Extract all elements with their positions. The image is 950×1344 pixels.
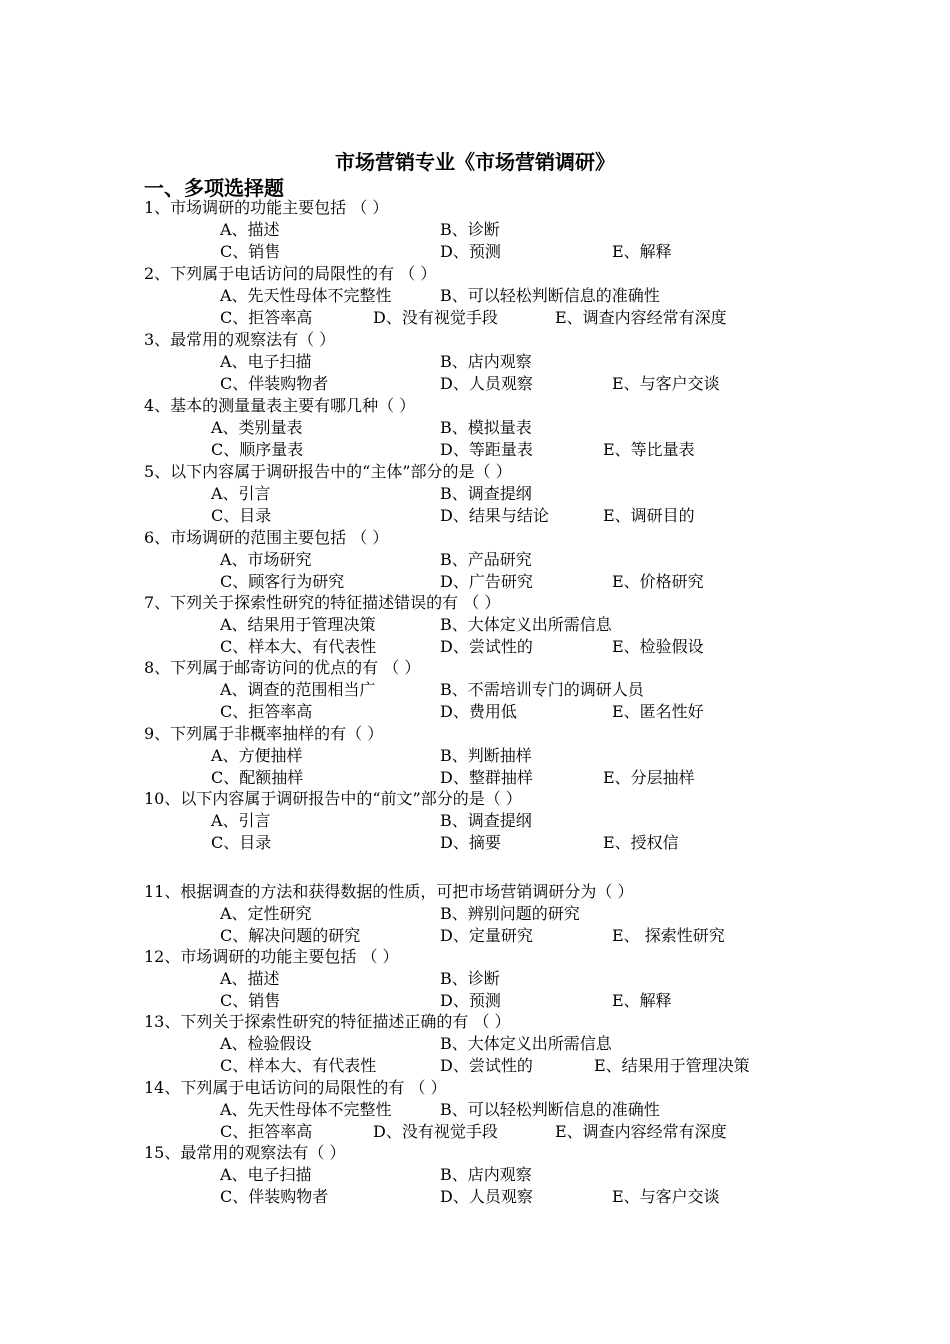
answer-option: D、定量研究 <box>440 926 533 945</box>
answer-option: B、判断抽样 <box>440 746 532 765</box>
answer-option: A、类别量表 <box>211 418 303 437</box>
answer-option: A、先天性母体不完整性 <box>220 1100 392 1119</box>
question-stem: 5、以下内容属于调研报告中的“主体”部分的是（ ） <box>144 462 512 481</box>
answer-option: B、大体定义出所需信息 <box>440 615 612 634</box>
answer-option: E、调查内容经常有深度 <box>555 1122 727 1141</box>
answer-option: A、描述 <box>220 220 280 239</box>
answer-option: C、伴装购物者 <box>220 374 329 393</box>
answer-option: D、结果与结论 <box>440 506 549 525</box>
answer-option: D、尝试性的 <box>440 637 533 656</box>
answer-option: D、人员观察 <box>440 374 533 393</box>
answer-option: D、摘要 <box>440 833 501 852</box>
answer-option: D、费用低 <box>440 702 517 721</box>
answer-option: D、尝试性的 <box>440 1056 533 1075</box>
answer-option: E、 探索性研究 <box>612 926 725 945</box>
answer-option: A、调查的范围相当广 <box>220 680 376 699</box>
answer-option: B、可以轻松判断信息的准确性 <box>440 286 660 305</box>
answer-option: D、人员观察 <box>440 1187 533 1206</box>
question-stem: 13、下列关于探索性研究的特征描述正确的有 （ ） <box>144 1012 511 1031</box>
question-stem: 12、市场调研的功能主要包括 （ ） <box>144 947 399 966</box>
question-stem: 11、根据调查的方法和获得数据的性质，可把市场营销调研分为（ ） <box>144 882 634 901</box>
question-stem: 4、基本的测量量表主要有哪几种（ ） <box>144 396 416 415</box>
answer-option: E、匿名性好 <box>612 702 704 721</box>
answer-option: E、解释 <box>612 242 672 261</box>
answer-option: C、伴装购物者 <box>220 1187 329 1206</box>
answer-option: C、销售 <box>220 991 281 1010</box>
answer-option: C、配额抽样 <box>211 768 304 787</box>
question-stem: 3、最常用的观察法有（ ） <box>144 330 336 349</box>
question-stem: 10、以下内容属于调研报告中的“前文”部分的是（ ） <box>144 789 522 808</box>
answer-option: B、店内观察 <box>440 352 532 371</box>
answer-option: E、检验假设 <box>612 637 704 656</box>
answer-option: B、可以轻松判断信息的准确性 <box>440 1100 660 1119</box>
answer-option: A、检验假设 <box>220 1034 312 1053</box>
question-stem: 7、下列关于探索性研究的特征描述错误的有 （ ） <box>144 593 501 612</box>
answer-option: C、解决问题的研究 <box>220 926 361 945</box>
answer-option: A、描述 <box>220 969 280 988</box>
question-stem: 14、下列属于电话访问的局限性的有 （ ） <box>144 1078 447 1097</box>
answer-option: E、价格研究 <box>612 572 704 591</box>
answer-option: A、引言 <box>211 484 271 503</box>
answer-option: A、定性研究 <box>220 904 312 923</box>
section-heading: 一、多项选择题 <box>144 176 284 200</box>
answer-option: D、预测 <box>440 991 501 1010</box>
answer-option: B、辨别问题的研究 <box>440 904 580 923</box>
answer-option: D、等距量表 <box>440 440 533 459</box>
answer-option: D、没有视觉手段 <box>373 308 498 327</box>
answer-option: A、结果用于管理决策 <box>220 615 376 634</box>
answer-option: E、与客户交谈 <box>612 374 720 393</box>
answer-option: B、店内观察 <box>440 1165 532 1184</box>
question-stem: 9、下列属于非概率抽样的有（ ） <box>144 724 384 743</box>
answer-option: A、电子扫描 <box>220 352 312 371</box>
question-stem: 2、下列属于电话访问的局限性的有 （ ） <box>144 264 437 283</box>
answer-option: D、广告研究 <box>440 572 533 591</box>
answer-option: E、授权信 <box>603 833 679 852</box>
answer-option: D、没有视觉手段 <box>373 1122 498 1141</box>
question-stem: 1、市场调研的功能主要包括 （ ） <box>144 198 389 217</box>
question-stem: 8、下列属于邮寄访问的优点的有 （ ） <box>144 658 421 677</box>
answer-option: B、模拟量表 <box>440 418 532 437</box>
answer-option: B、诊断 <box>440 220 500 239</box>
answer-option: C、样本大、有代表性 <box>220 637 377 656</box>
answer-option: E、解释 <box>612 991 672 1010</box>
answer-option: E、与客户交谈 <box>612 1187 720 1206</box>
question-stem: 15、最常用的观察法有（ ） <box>144 1143 346 1162</box>
answer-option: B、大体定义出所需信息 <box>440 1034 612 1053</box>
answer-option: D、整群抽样 <box>440 768 533 787</box>
answer-option: E、调研目的 <box>603 506 695 525</box>
answer-option: B、产品研究 <box>440 550 532 569</box>
answer-option: A、电子扫描 <box>220 1165 312 1184</box>
answer-option: B、调查提纲 <box>440 811 532 830</box>
answer-option: C、拒答率高 <box>220 702 313 721</box>
answer-option: D、预测 <box>440 242 501 261</box>
answer-option: C、目录 <box>211 833 272 852</box>
question-stem: 6、市场调研的范围主要包括 （ ） <box>144 528 389 547</box>
document-title: 市场营销专业《市场营销调研》 <box>335 150 615 174</box>
answer-option: E、调查内容经常有深度 <box>555 308 727 327</box>
answer-option: C、销售 <box>220 242 281 261</box>
answer-option: C、拒答率高 <box>220 308 313 327</box>
answer-option: C、顺序量表 <box>211 440 304 459</box>
answer-option: E、等比量表 <box>603 440 695 459</box>
answer-option: E、结果用于管理决策 <box>594 1056 750 1075</box>
answer-option: C、样本大、有代表性 <box>220 1056 377 1075</box>
answer-option: B、诊断 <box>440 969 500 988</box>
answer-option: C、拒答率高 <box>220 1122 313 1141</box>
answer-option: C、顾客行为研究 <box>220 572 345 591</box>
answer-option: B、不需培训专门的调研人员 <box>440 680 644 699</box>
answer-option: E、分层抽样 <box>603 768 695 787</box>
answer-option: A、方便抽样 <box>211 746 303 765</box>
answer-option: B、调查提纲 <box>440 484 532 503</box>
answer-option: A、引言 <box>211 811 271 830</box>
answer-option: A、先天性母体不完整性 <box>220 286 392 305</box>
answer-option: A、市场研究 <box>220 550 312 569</box>
answer-option: C、目录 <box>211 506 272 525</box>
